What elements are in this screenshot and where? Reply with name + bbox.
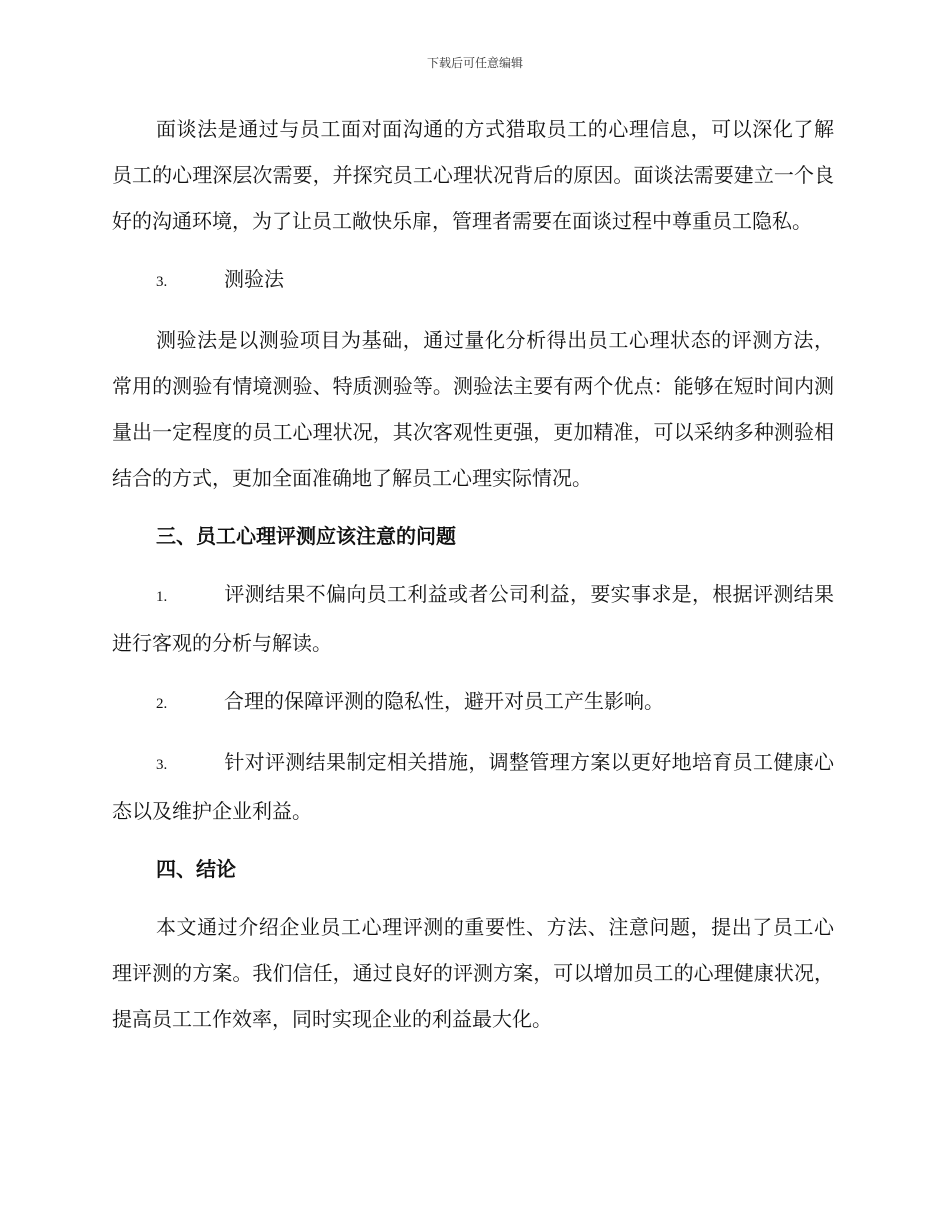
document-body [112, 106, 834, 1054]
list-item-title: 测验法 [224, 267, 284, 291]
list-number: 1. [156, 589, 168, 605]
list-item-test-method [112, 256, 834, 305]
list-item [112, 571, 834, 666]
list-item-text: 针对评测结果制定相关措施，调整管理方案以更好地培育员工健康心态以及维护企业利益。 [112, 750, 834, 823]
list-item [112, 739, 834, 834]
section-heading-conclusion: 四、结论 [156, 857, 236, 881]
page-header: 下载后可任意编辑 [426, 56, 523, 70]
list-number: 2. [156, 696, 168, 712]
paragraph-conclusion: 本文通过介绍企业员工心理评测的重要性、方法、注意问题，提出了员工心理评测的方案。我们信任，通过良好的评测方案，可以增加员工的心理健康状况，提高员工工作效率，同时实现企业的利益最大化。 [112, 915, 834, 1031]
list-number: 3. [156, 274, 168, 290]
list-item-text: 合理的保障评测的隐私性，避开对员工产生影响。 [224, 689, 664, 713]
list-item [112, 678, 834, 727]
paragraph-interview-method: 面谈法是通过与员工面对面沟通的方式猎取员工的心理信息，可以深化了解员工的心理深层次需要，并探究员工心理状况背后的原因。面谈法需要建立一个良好的沟通环境，为了让员工敞快乐扉，管理者需要在面谈过程中尊重员工隐私。 [112, 117, 834, 233]
list-number: 3. [156, 757, 168, 773]
paragraph-test-method: 测验法是以测验项目为基础，通过量化分析得出员工心理状态的评测方法，常用的测验有情境测验、特质测验等。测验法主要有两个优点：能够在短时间内测量出一定程度的员工心理状况，其次客观性更强，更加精准，可以采纳多种测验相结合的方式，更加全面准确地了解员工心理实际情况。 [112, 328, 834, 490]
section-heading-issues: 三、员工心理评测应该注意的问题 [156, 524, 456, 548]
list-item-text: 评测结果不偏向员工利益或者公司利益，要实事求是，根据评测结果进行客观的分析与解读。 [112, 582, 834, 655]
